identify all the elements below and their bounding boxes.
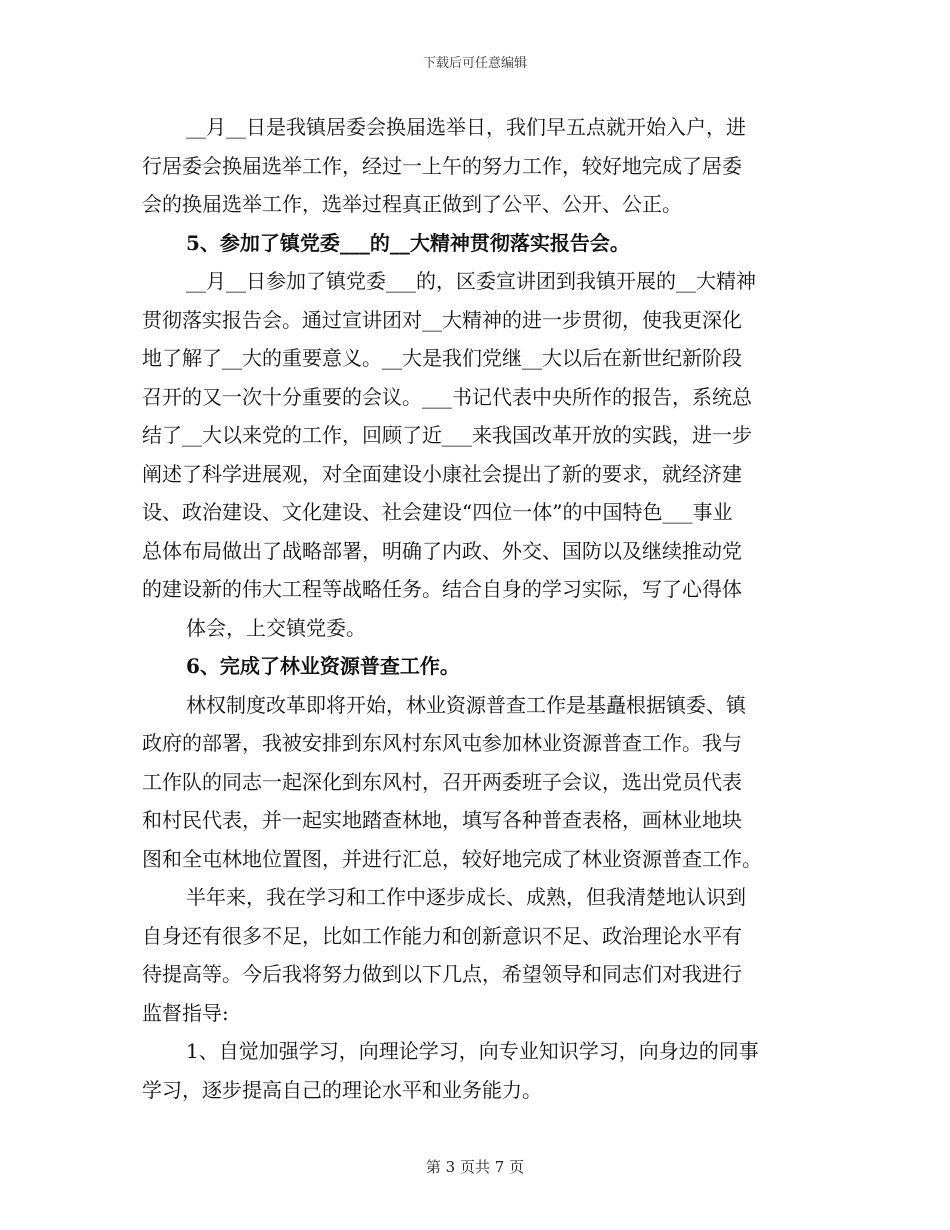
text-line: 总体布局做出了战略部署，明确了内政、外交、国防以及继续推动党 <box>142 538 742 563</box>
text-line: 召开的又一次十分重要的会议。___书记代表中央所作的报告，系统总 <box>142 384 752 409</box>
text-line: __月__日是我镇居委会换届选举日，我们早五点就开始入户，进 <box>186 115 746 139</box>
text-line: 半年来，我在学习和工作中逐步成长、成熟，但我清楚地认识到 <box>186 885 746 909</box>
page-header: 下载后可任意编辑 <box>422 56 527 71</box>
text-line: 图和全屯林地位置图，并进行汇总，较好地完成了林业资源普查工作。 <box>142 846 762 871</box>
section-heading: 6、完成了林业资源普查工作。 <box>186 654 460 678</box>
text-line: 监督指导: <box>142 1000 229 1025</box>
text-line: 贯彻落实报告会。通过宣讲团对__大精神的进一步贯彻，使我更深化 <box>142 307 742 332</box>
text-line: 体会，上交镇党委。 <box>186 615 366 640</box>
text-line: 待提高等。今后我将努力做到以下几点，希望领导和同志们对我进行 <box>142 962 742 986</box>
text-line: 政府的部署，我被安排到东风村东风屯参加林业资源普查工作。我与 <box>142 731 742 755</box>
text-line: 会的换届选举工作，选举过程真正做到了公平、公开、公正。 <box>142 192 682 216</box>
text-line: 学习，逐步提高自己的理论水平和业务能力。 <box>142 1077 542 1102</box>
section-heading: 5、参加了镇党委___的__大精神贯彻落实报告会。 <box>186 230 630 255</box>
text-line: 地了解了__大的重要意义。__大是我们党继__大以后在新世纪新阶段 <box>142 346 742 370</box>
page-footer: 第 3 页共 7 页 <box>425 1158 525 1176</box>
text-line: 林权制度改革即将开始，林业资源普查工作是基矗根据镇委、镇 <box>186 692 746 717</box>
document-body <box>142 108 810 1109</box>
text-line: 结了__大以来党的工作，回顾了近___来我国改革开放的实践，进一步 <box>142 423 752 447</box>
text-line: __月__日参加了镇党委___的，区委宣讲团到我镇开展的__大精神 <box>186 269 756 293</box>
text-line: 和村民代表，并一起实地踏查林地，填写各种普查表格，画林业地块 <box>142 808 742 832</box>
text-line: 的建设新的伟大工程等战略任务。结合自身的学习实际，写了心得体 <box>142 577 742 601</box>
text-line: 设、政治建设、文化建设、社会建设“四位一体”的中国特色___事业 <box>142 500 733 524</box>
text-line: 1、自觉加强学习，向理论学习，向专业知识学习，向身边的同事 <box>186 1039 759 1063</box>
text-line: 行居委会换届选举工作，经过一上午的努力工作，较好地完成了居委 <box>142 153 742 178</box>
text-line: 自身还有很多不足，比如工作能力和创新意识不足、政治理论水平有 <box>142 923 742 948</box>
text-line: 工作队的同志一起深化到东风村，召开两委班子会议，选出党员代表 <box>142 769 742 794</box>
text-line: 阐述了科学进展观，对全面建设小康社会提出了新的要求，就经济建 <box>142 461 742 486</box>
